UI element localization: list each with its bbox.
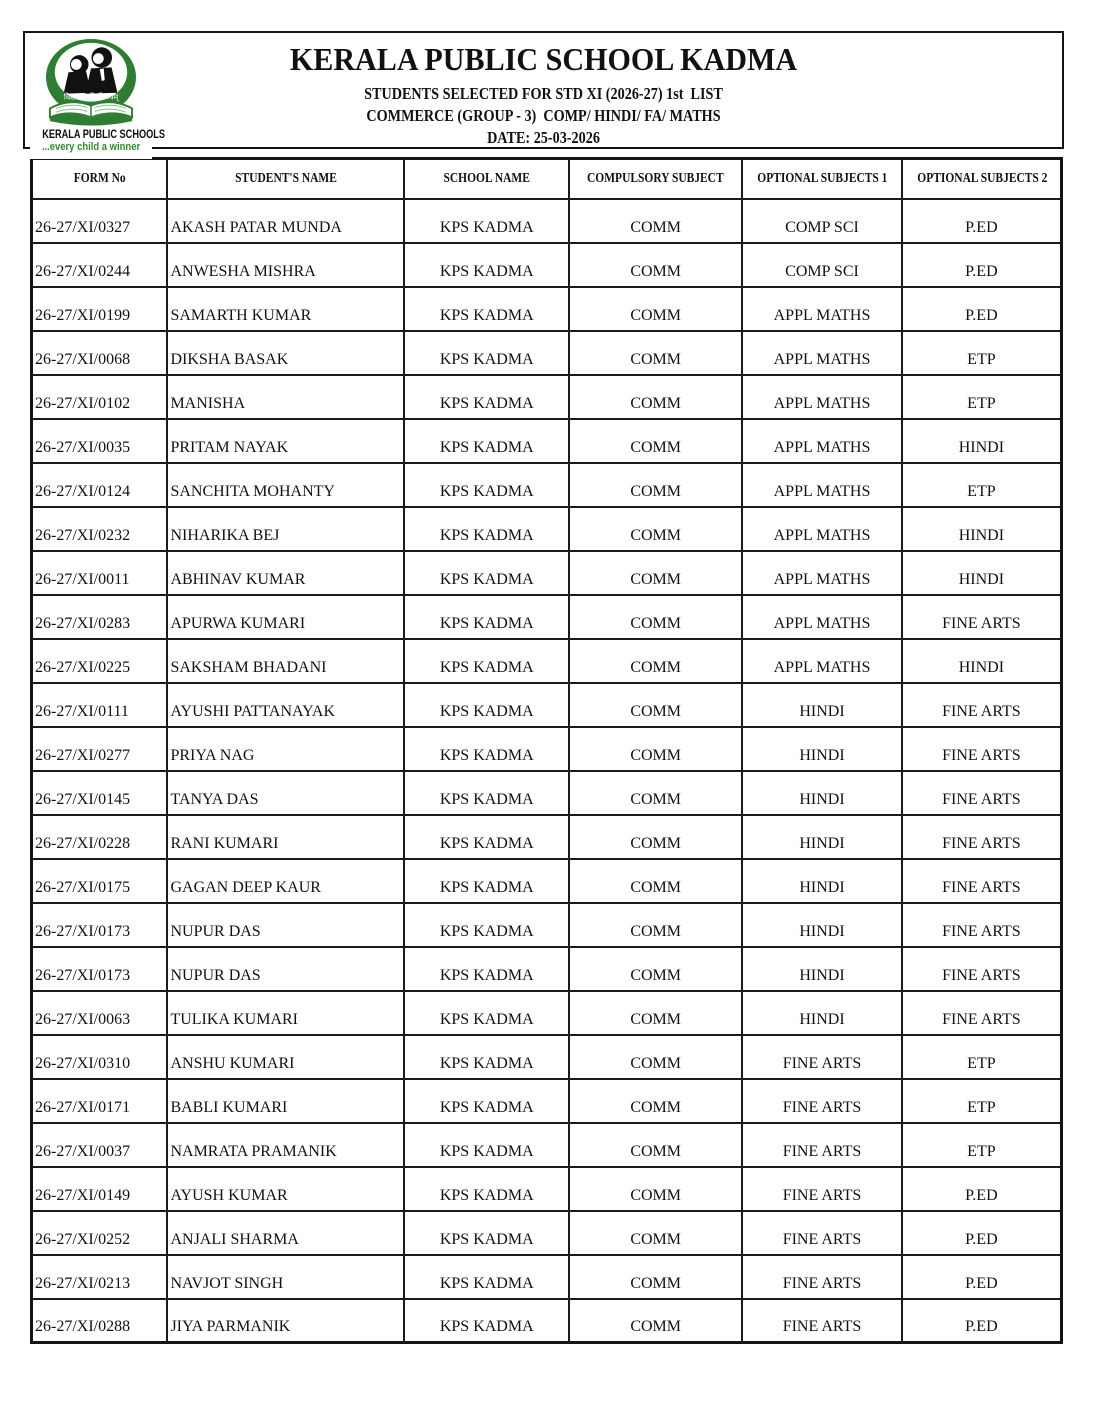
form-no-cell: 26-27/XI/0145 (32, 771, 168, 815)
student-name-cell: ANSHU KUMARI (167, 1035, 404, 1079)
student-row (32, 595, 1062, 639)
compulsory-subject-cell: COMM (569, 947, 742, 991)
optional-subject-1-cell: APPL MATHS (742, 463, 902, 507)
optional-subject-1-cell: APPL MATHS (742, 287, 902, 331)
school-name-cell: KPS KADMA (404, 199, 569, 243)
compulsory-subject-cell: COMM (569, 199, 742, 243)
student-name-cell: MANISHA (167, 375, 404, 419)
column-header: OPTIONAL SUBJECTS 1 (742, 159, 902, 199)
compulsory-subject-cell: COMM (569, 727, 742, 771)
optional-subject-1-cell: HINDI (742, 859, 902, 903)
form-no-cell: 26-27/XI/0102 (32, 375, 168, 419)
optional-subject-1-cell: APPL MATHS (742, 551, 902, 595)
form-no-cell: 26-27/XI/0011 (32, 551, 168, 595)
subtitle-selection: STUDENTS SELECTED FOR STD XI (2026-27) 1st LIST (364, 84, 723, 103)
optional-subject-2-cell: ETP (902, 375, 1062, 419)
student-row (32, 287, 1062, 331)
compulsory-subject-cell: COMM (569, 903, 742, 947)
student-name-cell: AKASH PATAR MUNDA (167, 199, 404, 243)
student-row (32, 991, 1062, 1035)
logo-tagline: ...every child a winner (41, 141, 141, 153)
student-name-cell: BABLI KUMARI (167, 1079, 404, 1123)
optional-subject-2-cell: P.ED (902, 243, 1062, 287)
student-row (32, 331, 1062, 375)
optional-subject-2-cell: FINE ARTS (902, 903, 1062, 947)
student-name-cell: RANI KUMARI (167, 815, 404, 859)
form-no-cell: 26-27/XI/0244 (32, 243, 168, 287)
optional-subject-2-cell: ETP (902, 1123, 1062, 1167)
school-name-cell: KPS KADMA (404, 507, 569, 551)
form-no-cell: 26-27/XI/0225 (32, 639, 168, 683)
compulsory-subject-cell: COMM (569, 287, 742, 331)
school-name-cell: KPS KADMA (404, 595, 569, 639)
school-name-cell: KPS KADMA (404, 331, 569, 375)
school-name-cell: KPS KADMA (404, 1299, 569, 1343)
column-header: COMPULSORY SUBJECT (569, 159, 742, 199)
school-name-cell: KPS KADMA (404, 1255, 569, 1299)
compulsory-subject-cell: COMM (569, 1299, 742, 1343)
form-no-cell: 26-27/XI/0111 (32, 683, 168, 727)
school-name-cell: KPS KADMA (404, 1035, 569, 1079)
optional-subject-1-cell: HINDI (742, 947, 902, 991)
compulsory-subject-cell: COMM (569, 683, 742, 727)
column-header: FORM No (32, 159, 168, 199)
compulsory-subject-cell: COMM (569, 463, 742, 507)
student-row (32, 1299, 1062, 1343)
optional-subject-2-cell: FINE ARTS (902, 595, 1062, 639)
compulsory-subject-cell: COMM (569, 1211, 742, 1255)
column-header: SCHOOL NAME (404, 159, 569, 199)
student-row (32, 903, 1062, 947)
page-title: KERALA PUBLIC SCHOOL KADMA (289, 41, 798, 77)
optional-subject-1-cell: HINDI (742, 727, 902, 771)
student-name-cell: SAMARTH KUMAR (167, 287, 404, 331)
student-row (32, 551, 1062, 595)
optional-subject-2-cell: ETP (902, 463, 1062, 507)
student-row (32, 243, 1062, 287)
column-header: OPTIONAL SUBJECTS 2 (902, 159, 1062, 199)
form-no-cell: 26-27/XI/0283 (32, 595, 168, 639)
school-name-cell: KPS KADMA (404, 375, 569, 419)
compulsory-subject-cell: COMM (569, 639, 742, 683)
student-name-cell: DIKSHA BASAK (167, 331, 404, 375)
student-name-cell: ABHINAV KUMAR (167, 551, 404, 595)
student-name-cell: SAKSHAM BHADANI (167, 639, 404, 683)
compulsory-subject-cell: COMM (569, 331, 742, 375)
school-name-cell: KPS KADMA (404, 815, 569, 859)
form-no-cell: 26-27/XI/0171 (32, 1079, 168, 1123)
form-no-cell: 26-27/XI/0232 (32, 507, 168, 551)
school-name-cell: KPS KADMA (404, 903, 569, 947)
optional-subject-1-cell: COMP SCI (742, 199, 902, 243)
optional-subject-1-cell: HINDI (742, 903, 902, 947)
school-name-cell: KPS KADMA (404, 463, 569, 507)
table-header-row (32, 159, 1062, 199)
compulsory-subject-cell: COMM (569, 595, 742, 639)
student-row (32, 1035, 1062, 1079)
student-name-cell: ANWESHA MISHRA (167, 243, 404, 287)
logo-org-name: KERALA PUBLIC SCHOOLS (42, 129, 166, 141)
student-row (32, 1123, 1062, 1167)
student-name-cell: TULIKA KUMARI (167, 991, 404, 1035)
form-no-cell: 26-27/XI/0213 (32, 1255, 168, 1299)
subtitle-group: COMMERCE (GROUP - 3) COMP/ HINDI/ FA/ MATHS (366, 106, 721, 125)
student-name-cell: PRITAM NAYAK (167, 419, 404, 463)
student-name-cell: NAVJOT SINGH (167, 1255, 404, 1299)
student-name-cell: NIHARIKA BEJ (167, 507, 404, 551)
optional-subject-2-cell: FINE ARTS (902, 815, 1062, 859)
student-row (32, 375, 1062, 419)
student-name-cell: PRIYA NAG (167, 727, 404, 771)
form-no-cell: 26-27/XI/0277 (32, 727, 168, 771)
optional-subject-2-cell: P.ED (902, 1255, 1062, 1299)
form-no-cell: 26-27/XI/0228 (32, 815, 168, 859)
optional-subject-1-cell: HINDI (742, 991, 902, 1035)
optional-subject-2-cell: P.ED (902, 1299, 1062, 1343)
student-row (32, 727, 1062, 771)
student-row (32, 859, 1062, 903)
form-no-cell: 26-27/XI/0175 (32, 859, 168, 903)
students-table (30, 157, 1063, 1344)
compulsory-subject-cell: COMM (569, 859, 742, 903)
school-name-cell: KPS KADMA (404, 1167, 569, 1211)
optional-subject-2-cell: P.ED (902, 199, 1062, 243)
optional-subject-1-cell: APPL MATHS (742, 419, 902, 463)
school-name-cell: KPS KADMA (404, 243, 569, 287)
student-row (32, 507, 1062, 551)
student-row (32, 815, 1062, 859)
student-row (32, 947, 1062, 991)
optional-subject-2-cell: ETP (902, 331, 1062, 375)
student-row (32, 463, 1062, 507)
optional-subject-1-cell: FINE ARTS (742, 1167, 902, 1211)
optional-subject-1-cell: FINE ARTS (742, 1255, 902, 1299)
student-row (32, 1079, 1062, 1123)
optional-subject-1-cell: HINDI (742, 815, 902, 859)
form-no-cell: 26-27/XI/0173 (32, 903, 168, 947)
student-row (32, 1167, 1062, 1211)
student-name-cell: SANCHITA MOHANTY (167, 463, 404, 507)
student-row (32, 771, 1062, 815)
compulsory-subject-cell: COMM (569, 815, 742, 859)
school-logo (30, 38, 166, 159)
optional-subject-1-cell: FINE ARTS (742, 1299, 902, 1343)
optional-subject-2-cell: HINDI (902, 639, 1062, 683)
optional-subject-1-cell: APPL MATHS (742, 595, 902, 639)
form-no-cell: 26-27/XI/0327 (32, 199, 168, 243)
form-no-cell: 26-27/XI/0310 (32, 1035, 168, 1079)
optional-subject-1-cell: APPL MATHS (742, 375, 902, 419)
header-box (23, 31, 1064, 149)
school-name-cell: KPS KADMA (404, 639, 569, 683)
form-no-cell: 26-27/XI/0068 (32, 331, 168, 375)
compulsory-subject-cell: COMM (569, 771, 742, 815)
student-row (32, 639, 1062, 683)
form-no-cell: 26-27/XI/0288 (32, 1299, 168, 1343)
student-name-cell: JIYA PARMANIK (167, 1299, 404, 1343)
optional-subject-2-cell: P.ED (902, 287, 1062, 331)
optional-subject-1-cell: FINE ARTS (742, 1123, 902, 1167)
form-no-cell: 26-27/XI/0035 (32, 419, 168, 463)
optional-subject-1-cell: COMP SCI (742, 243, 902, 287)
optional-subject-2-cell: FINE ARTS (902, 991, 1062, 1035)
school-name-cell: KPS KADMA (404, 771, 569, 815)
student-row (32, 199, 1062, 243)
student-name-cell: GAGAN DEEP KAUR (167, 859, 404, 903)
table-header (32, 159, 1062, 199)
column-header: STUDENT'S NAME (167, 159, 404, 199)
compulsory-subject-cell: COMM (569, 1079, 742, 1123)
optional-subject-2-cell: P.ED (902, 1167, 1062, 1211)
school-emblem-icon (39, 38, 143, 128)
optional-subject-1-cell: HINDI (742, 771, 902, 815)
school-name-cell: KPS KADMA (404, 1079, 569, 1123)
optional-subject-1-cell: APPL MATHS (742, 639, 902, 683)
form-no-cell: 26-27/XI/0037 (32, 1123, 168, 1167)
student-name-cell: NAMRATA PRAMANIK (167, 1123, 404, 1167)
compulsory-subject-cell: COMM (569, 551, 742, 595)
school-name-cell: KPS KADMA (404, 991, 569, 1035)
school-name-cell: KPS KADMA (404, 1211, 569, 1255)
student-name-cell: AYUSHI PATTANAYAK (167, 683, 404, 727)
optional-subject-2-cell: P.ED (902, 1211, 1062, 1255)
school-name-cell: KPS KADMA (404, 1123, 569, 1167)
optional-subject-2-cell: HINDI (902, 551, 1062, 595)
student-name-cell: TANYA DAS (167, 771, 404, 815)
optional-subject-2-cell: FINE ARTS (902, 947, 1062, 991)
student-name-cell: NUPUR DAS (167, 903, 404, 947)
form-no-cell: 26-27/XI/0173 (32, 947, 168, 991)
compulsory-subject-cell: COMM (569, 1167, 742, 1211)
optional-subject-1-cell: HINDI (742, 683, 902, 727)
compulsory-subject-cell: COMM (569, 1255, 742, 1299)
school-name-cell: KPS KADMA (404, 947, 569, 991)
student-table-body (32, 199, 1062, 1343)
school-name-cell: KPS KADMA (404, 551, 569, 595)
optional-subject-1-cell: FINE ARTS (742, 1035, 902, 1079)
student-row (32, 683, 1062, 727)
student-name-cell: AYUSH KUMAR (167, 1167, 404, 1211)
compulsory-subject-cell: COMM (569, 507, 742, 551)
student-row (32, 1255, 1062, 1299)
optional-subject-1-cell: APPL MATHS (742, 507, 902, 551)
optional-subject-2-cell: HINDI (902, 419, 1062, 463)
school-name-cell: KPS KADMA (404, 287, 569, 331)
optional-subject-2-cell: ETP (902, 1035, 1062, 1079)
student-name-cell: APURWA KUMARI (167, 595, 404, 639)
form-no-cell: 26-27/XI/0063 (32, 991, 168, 1035)
optional-subject-2-cell: HINDI (902, 507, 1062, 551)
student-name-cell: ANJALI SHARMA (167, 1211, 404, 1255)
form-no-cell: 26-27/XI/0124 (32, 463, 168, 507)
logo-motto-text: विद्या ददाति विनयम् (63, 92, 119, 102)
compulsory-subject-cell: COMM (569, 243, 742, 287)
compulsory-subject-cell: COMM (569, 1035, 742, 1079)
optional-subject-2-cell: ETP (902, 1079, 1062, 1123)
student-name-cell: NUPUR DAS (167, 947, 404, 991)
optional-subject-1-cell: FINE ARTS (742, 1211, 902, 1255)
school-name-cell: KPS KADMA (404, 419, 569, 463)
optional-subject-2-cell: FINE ARTS (902, 859, 1062, 903)
compulsory-subject-cell: COMM (569, 1123, 742, 1167)
form-no-cell: 26-27/XI/0199 (32, 287, 168, 331)
optional-subject-2-cell: FINE ARTS (902, 771, 1062, 815)
optional-subject-1-cell: APPL MATHS (742, 331, 902, 375)
subtitle-date: DATE: 25-03-2026 (487, 128, 600, 147)
form-no-cell: 26-27/XI/0149 (32, 1167, 168, 1211)
optional-subject-2-cell: FINE ARTS (902, 683, 1062, 727)
school-name-cell: KPS KADMA (404, 727, 569, 771)
school-name-cell: KPS KADMA (404, 683, 569, 727)
school-name-cell: KPS KADMA (404, 859, 569, 903)
optional-subject-2-cell: FINE ARTS (902, 727, 1062, 771)
form-no-cell: 26-27/XI/0252 (32, 1211, 168, 1255)
student-row (32, 1211, 1062, 1255)
compulsory-subject-cell: COMM (569, 991, 742, 1035)
compulsory-subject-cell: COMM (569, 375, 742, 419)
compulsory-subject-cell: COMM (569, 419, 742, 463)
student-row (32, 419, 1062, 463)
optional-subject-1-cell: FINE ARTS (742, 1079, 902, 1123)
